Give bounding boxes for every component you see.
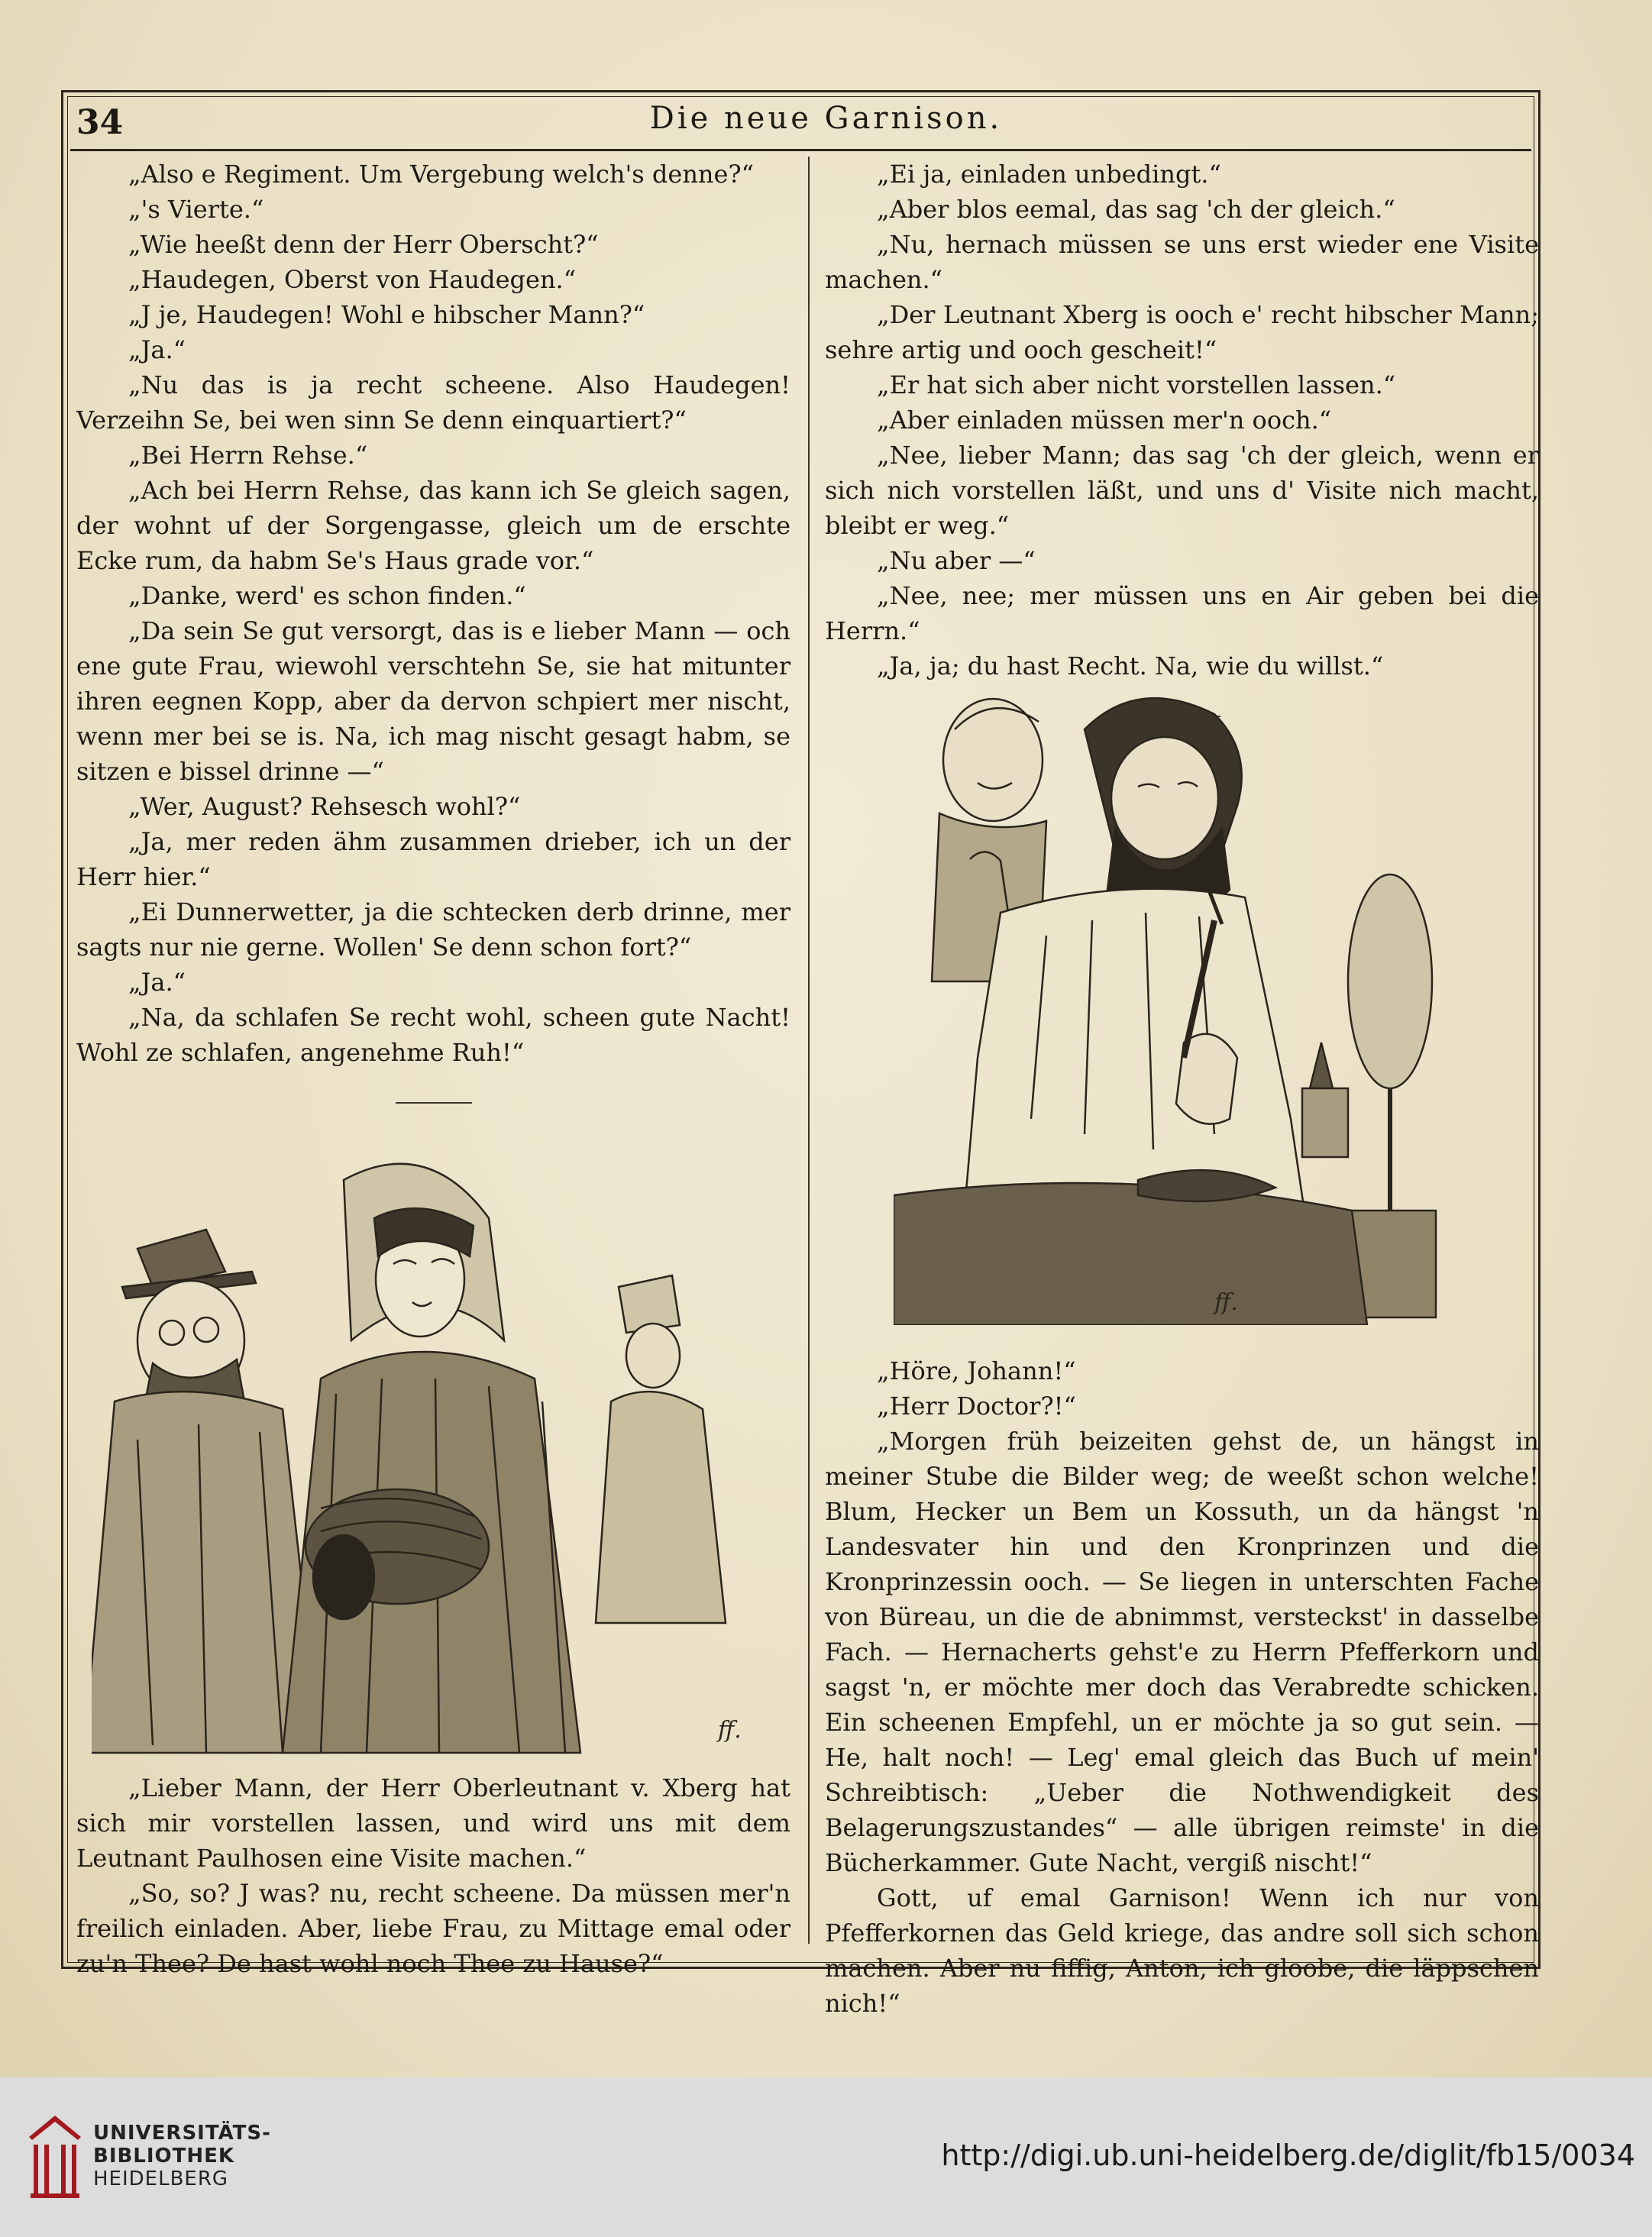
paragraph: „Nu aber —“ bbox=[877, 546, 1036, 575]
column-divider bbox=[808, 157, 810, 1944]
paragraph: „Nee, lieber Mann; das sag 'ch der gleich, wenn er sich nich vorstellen läßt, und uns d' Visite nich macht, bleibt er weg.“ bbox=[825, 441, 1539, 540]
paragraph: „Nee, nee; mer müssen uns en Air geben bei die Herrn.“ bbox=[825, 581, 1539, 645]
illustration-man-shaving bbox=[894, 661, 1535, 1325]
paragraph: „So, so? J was? nu, recht scheene. Da müssen mer'n freilich einladen. Aber, liebe Frau, zu Mittage emal oder zu'n Thee? De hast wohl noch Thee zu Hause?“ bbox=[76, 1879, 790, 1978]
paragraph: „Ach bei Herrn Rehse, das kann ich Se gleich sagen, der wohnt uf der Sorgengasse, gleich um de erschte Ecke rum, da habm Se's Haus grade vor.“ bbox=[76, 476, 790, 575]
svg-text:ff.: ff. bbox=[718, 1717, 742, 1744]
paragraph: „Er hat sich aber nicht vorstellen lassen.“ bbox=[877, 370, 1396, 399]
paragraph: „Nu das is ja recht scheene. Also Haudegen! Verzeihn Se, bei wen sinn Se denn einquartiert?“ bbox=[76, 370, 790, 435]
paragraph: „Ja.“ bbox=[128, 335, 186, 364]
paragraph: „Na, da schlafen Se recht wohl, scheen gute Nacht! Wohl ze schlafen, angenehme Ruh!“ bbox=[76, 1003, 790, 1067]
section-separator bbox=[396, 1102, 472, 1104]
paragraph: „Haudegen, Oberst von Haudegen.“ bbox=[128, 265, 577, 294]
paragraph: „'s Vierte.“ bbox=[128, 195, 264, 224]
paragraph: „Aber einladen müssen mer'n ooch.“ bbox=[877, 406, 1332, 435]
paragraph: „Ja.“ bbox=[128, 968, 186, 997]
library-name-line1: UNIVERSITÄTS- bbox=[93, 2122, 271, 2145]
source-url-link[interactable]: http://digi.ub.uni-heidelberg.de/diglit/fb15/0034 bbox=[941, 2138, 1635, 2172]
library-name bbox=[93, 2122, 271, 2190]
paragraph: „Ja, mer reden ähm zusammen drieber, ich un der Herr hier.“ bbox=[76, 827, 790, 891]
paragraph: „Höre, Johann!“ bbox=[877, 1356, 1076, 1385]
running-title: Die neue Garnison. bbox=[649, 101, 1003, 136]
paragraph: „Nu, hernach müssen se uns erst wieder ene Visite machen.“ bbox=[825, 230, 1539, 294]
paragraph: „Der Leutnant Xberg is ooch e' recht hibscher Mann; sehre artig und ooch gescheit!“ bbox=[825, 300, 1539, 364]
paragraph: „Ja, ja; du hast Recht. Na, wie du willst.“ bbox=[877, 651, 1384, 680]
paragraph: „Lieber Mann, der Herr Oberleutnant v. Xberg hat sich mir vorstellen lassen, und wird uns mit dem Leutnant Paulhosen eine Visite machen.“ bbox=[76, 1773, 790, 1873]
header-rule bbox=[70, 149, 1531, 151]
paragraph: „Bei Herrn Rehse.“ bbox=[128, 441, 368, 470]
illustration-couple-and-officer bbox=[92, 1149, 779, 1757]
right-column-text bbox=[825, 157, 1539, 745]
left-column-text-bottom bbox=[76, 1770, 790, 1981]
right-column-text-bottom bbox=[825, 1353, 1539, 2021]
paragraph: „Wer, August? Rehsesch wohl?“ bbox=[128, 792, 521, 821]
university-library-logo-icon bbox=[27, 2114, 82, 2198]
left-column-text bbox=[76, 157, 790, 1131]
paragraph: „Danke, werd' es schon finden.“ bbox=[128, 581, 526, 610]
paragraph: „Ei Dunnerwetter, ja die schtecken derb drinne, mer sagts nur nie gerne. Wollen' Se denn schon fort?“ bbox=[76, 897, 790, 962]
paragraph: „Ei ja, einladen unbedingt.“ bbox=[877, 160, 1221, 189]
paragraph: „Also e Regiment. Um Vergebung welch's denne?“ bbox=[128, 160, 754, 189]
paragraph: „J je, Haudegen! Wohl e hibscher Mann?“ bbox=[128, 300, 645, 329]
svg-text:ff.: ff. bbox=[1214, 1289, 1238, 1316]
paragraph: „Herr Doctor?!“ bbox=[877, 1392, 1076, 1421]
paragraph: „Aber blos eemal, das sag 'ch der gleich.“ bbox=[877, 195, 1395, 224]
page-number: 34 bbox=[76, 103, 124, 142]
paragraph: „Wie heeßt denn der Herr Oberscht?“ bbox=[128, 230, 599, 259]
paragraph: Gott, uf emal Garnison! Wenn ich nur von Pfefferkornen das Geld kriege, das andre soll sich schon machen. Aber nu fiffig, Anton, ich gloobe, die läppschen nich!“ bbox=[825, 1883, 1539, 2018]
library-name-line3: HEIDELBERG bbox=[93, 2167, 229, 2190]
paragraph: „Morgen früh beizeiten gehst de, un hängst in meiner Stube die Bilder weg; de weeßt schon welche! Blum, Hecker un Bem un Kossuth, un da hängst 'n Landesvater hin und den Kronprinzen und die Kronprinzessin ooch. — Se liegen in unterschten Fache von Büreau, un die de abnimmst, versteckst' in dasselbe Fach. — Hernacherts gehst'e zu Herrn Pfefferkorn und sagst 'n, er möchte mer doch das Verabredte schicken. Ein scheenen Empfehl, un er möchte ja so gut sein. — He, halt noch! — Leg' emal gleich das Buch uf mein' Schreibtisch: „Ueber die Nothwendigkeit des Belagerungszustandes“ — alle übrigen reimste' in die Bücherkammer. Gute Nacht, vergiß nischt!“ bbox=[825, 1427, 1539, 1877]
paragraph: „Da sein Se gut versorgt, das is e lieber Mann — och ene gute Frau, wiewohl verschtehn Se, sie hat mitunter ihren eegnen Kopp, aber da dervon schpiert mer nischt, wenn mer bei se is. Na, ich mag nischt gesagt habm, se sitzen e bissel drinne —“ bbox=[76, 616, 790, 786]
library-name-line2: BIBLIOTHEK bbox=[93, 2145, 235, 2167]
